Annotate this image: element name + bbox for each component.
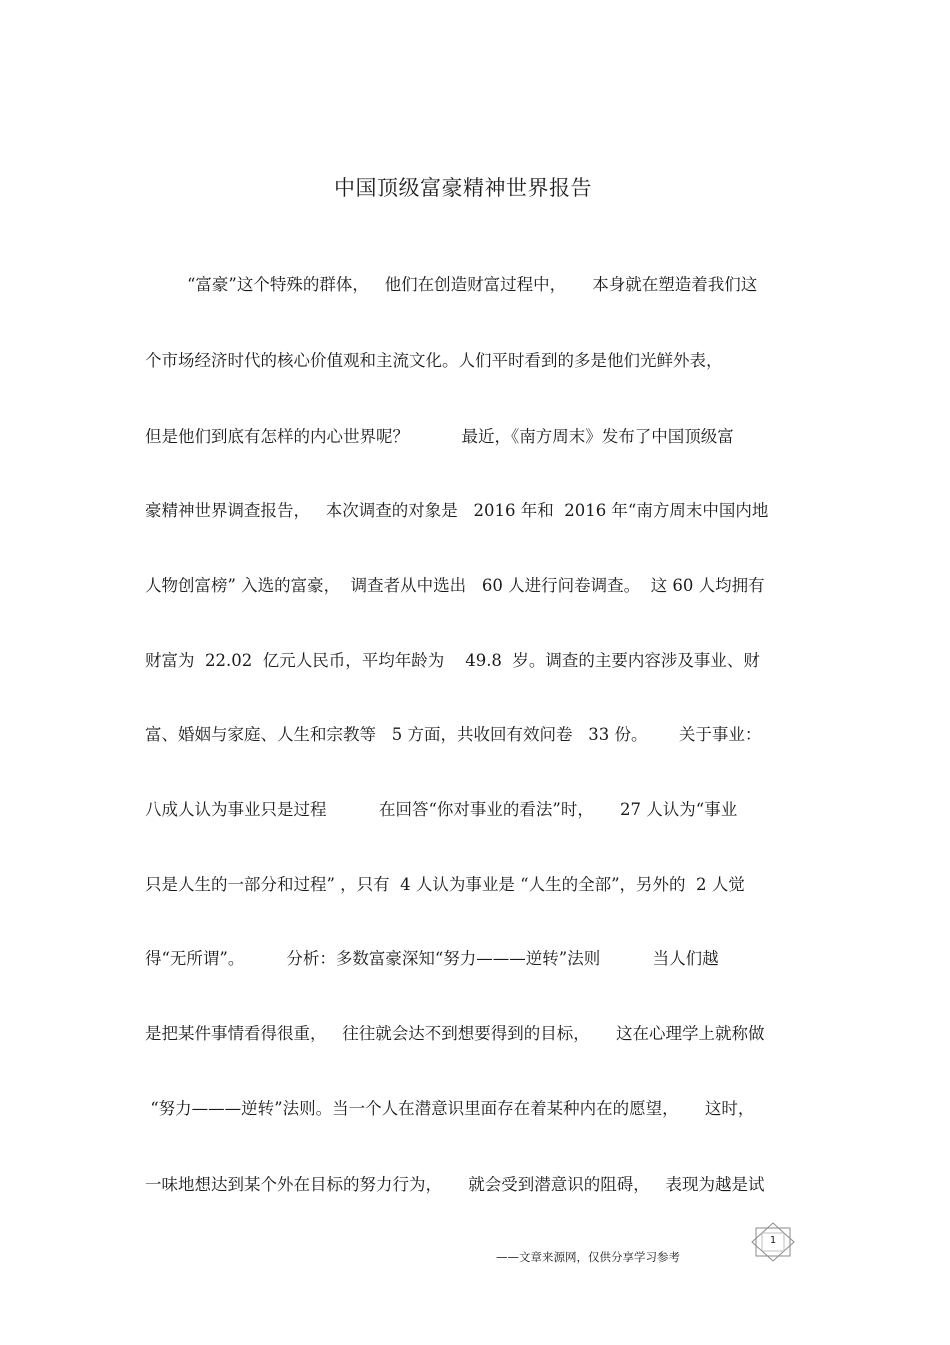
footer-source-note: ——文章来源网，仅供分享学习参考 bbox=[496, 1250, 680, 1264]
body-line-10: 得“无所谓”。 分析：多数富豪深知“努力———逆转”法则 当人们越 bbox=[145, 949, 719, 968]
body-line-2: 个市场经济时代的核心价值观和主流文化。人们平时看到的多是他们光鲜外表， bbox=[145, 351, 723, 370]
page-number: 1 bbox=[769, 1235, 777, 1246]
body-line-3: 但是他们到底有怎样的内心世界呢？ 最近，《南方周末》发布了中国顶级富 bbox=[145, 427, 734, 446]
body-line-12: “努力———逆转”法则。当一个人在潜意识里面存在着某种内在的愿望， 这时， bbox=[145, 1099, 755, 1118]
body-line-1: “富豪”这个特殊的群体， 他们在创造财富过程中， 本身就在塑造着我们这 bbox=[145, 275, 758, 294]
body-line-11: 是把某件事情看得很重， 往往就会达不到想要得到的目标， 这在心理学上就称做 bbox=[145, 1024, 765, 1043]
body-line-5: 人物创富榜” 入选的富豪， 调查者从中选出 60 人进行问卷调查。 这 60 人均拥有 bbox=[145, 576, 765, 595]
page-number-badge bbox=[750, 1222, 796, 1262]
body-line-9: 只是人生的一部分和过程” ，只有 4 人认为事业是 “人生的全部”，另外的 2 人觉 bbox=[145, 875, 745, 894]
body-line-4: 豪精神世界调查报告， 本次调查的对象是 2016 年和 2016 年“南方周末中国内地 bbox=[145, 501, 769, 520]
body-line-6: 财富为 22.02 亿元人民币，平均年龄为 49.8 岁。调查的主要内容涉及事业、财 bbox=[145, 651, 760, 670]
body-line-8: 八成人认为事业只是过程 在回答“你对事业的看法”时， 27 人认为“事业 bbox=[145, 800, 738, 819]
document-title: 中国顶级富豪精神世界报告 bbox=[334, 176, 592, 200]
body-line-13: 一味地想达到某个外在目标的努力行为， 就会受到潜意识的阻碍， 表现为越是试 bbox=[145, 1175, 765, 1194]
body-line-7: 富、婚姻与家庭、人生和宗教等 5 方面，共收回有效问卷 33 份。 关于事业： bbox=[145, 725, 762, 744]
